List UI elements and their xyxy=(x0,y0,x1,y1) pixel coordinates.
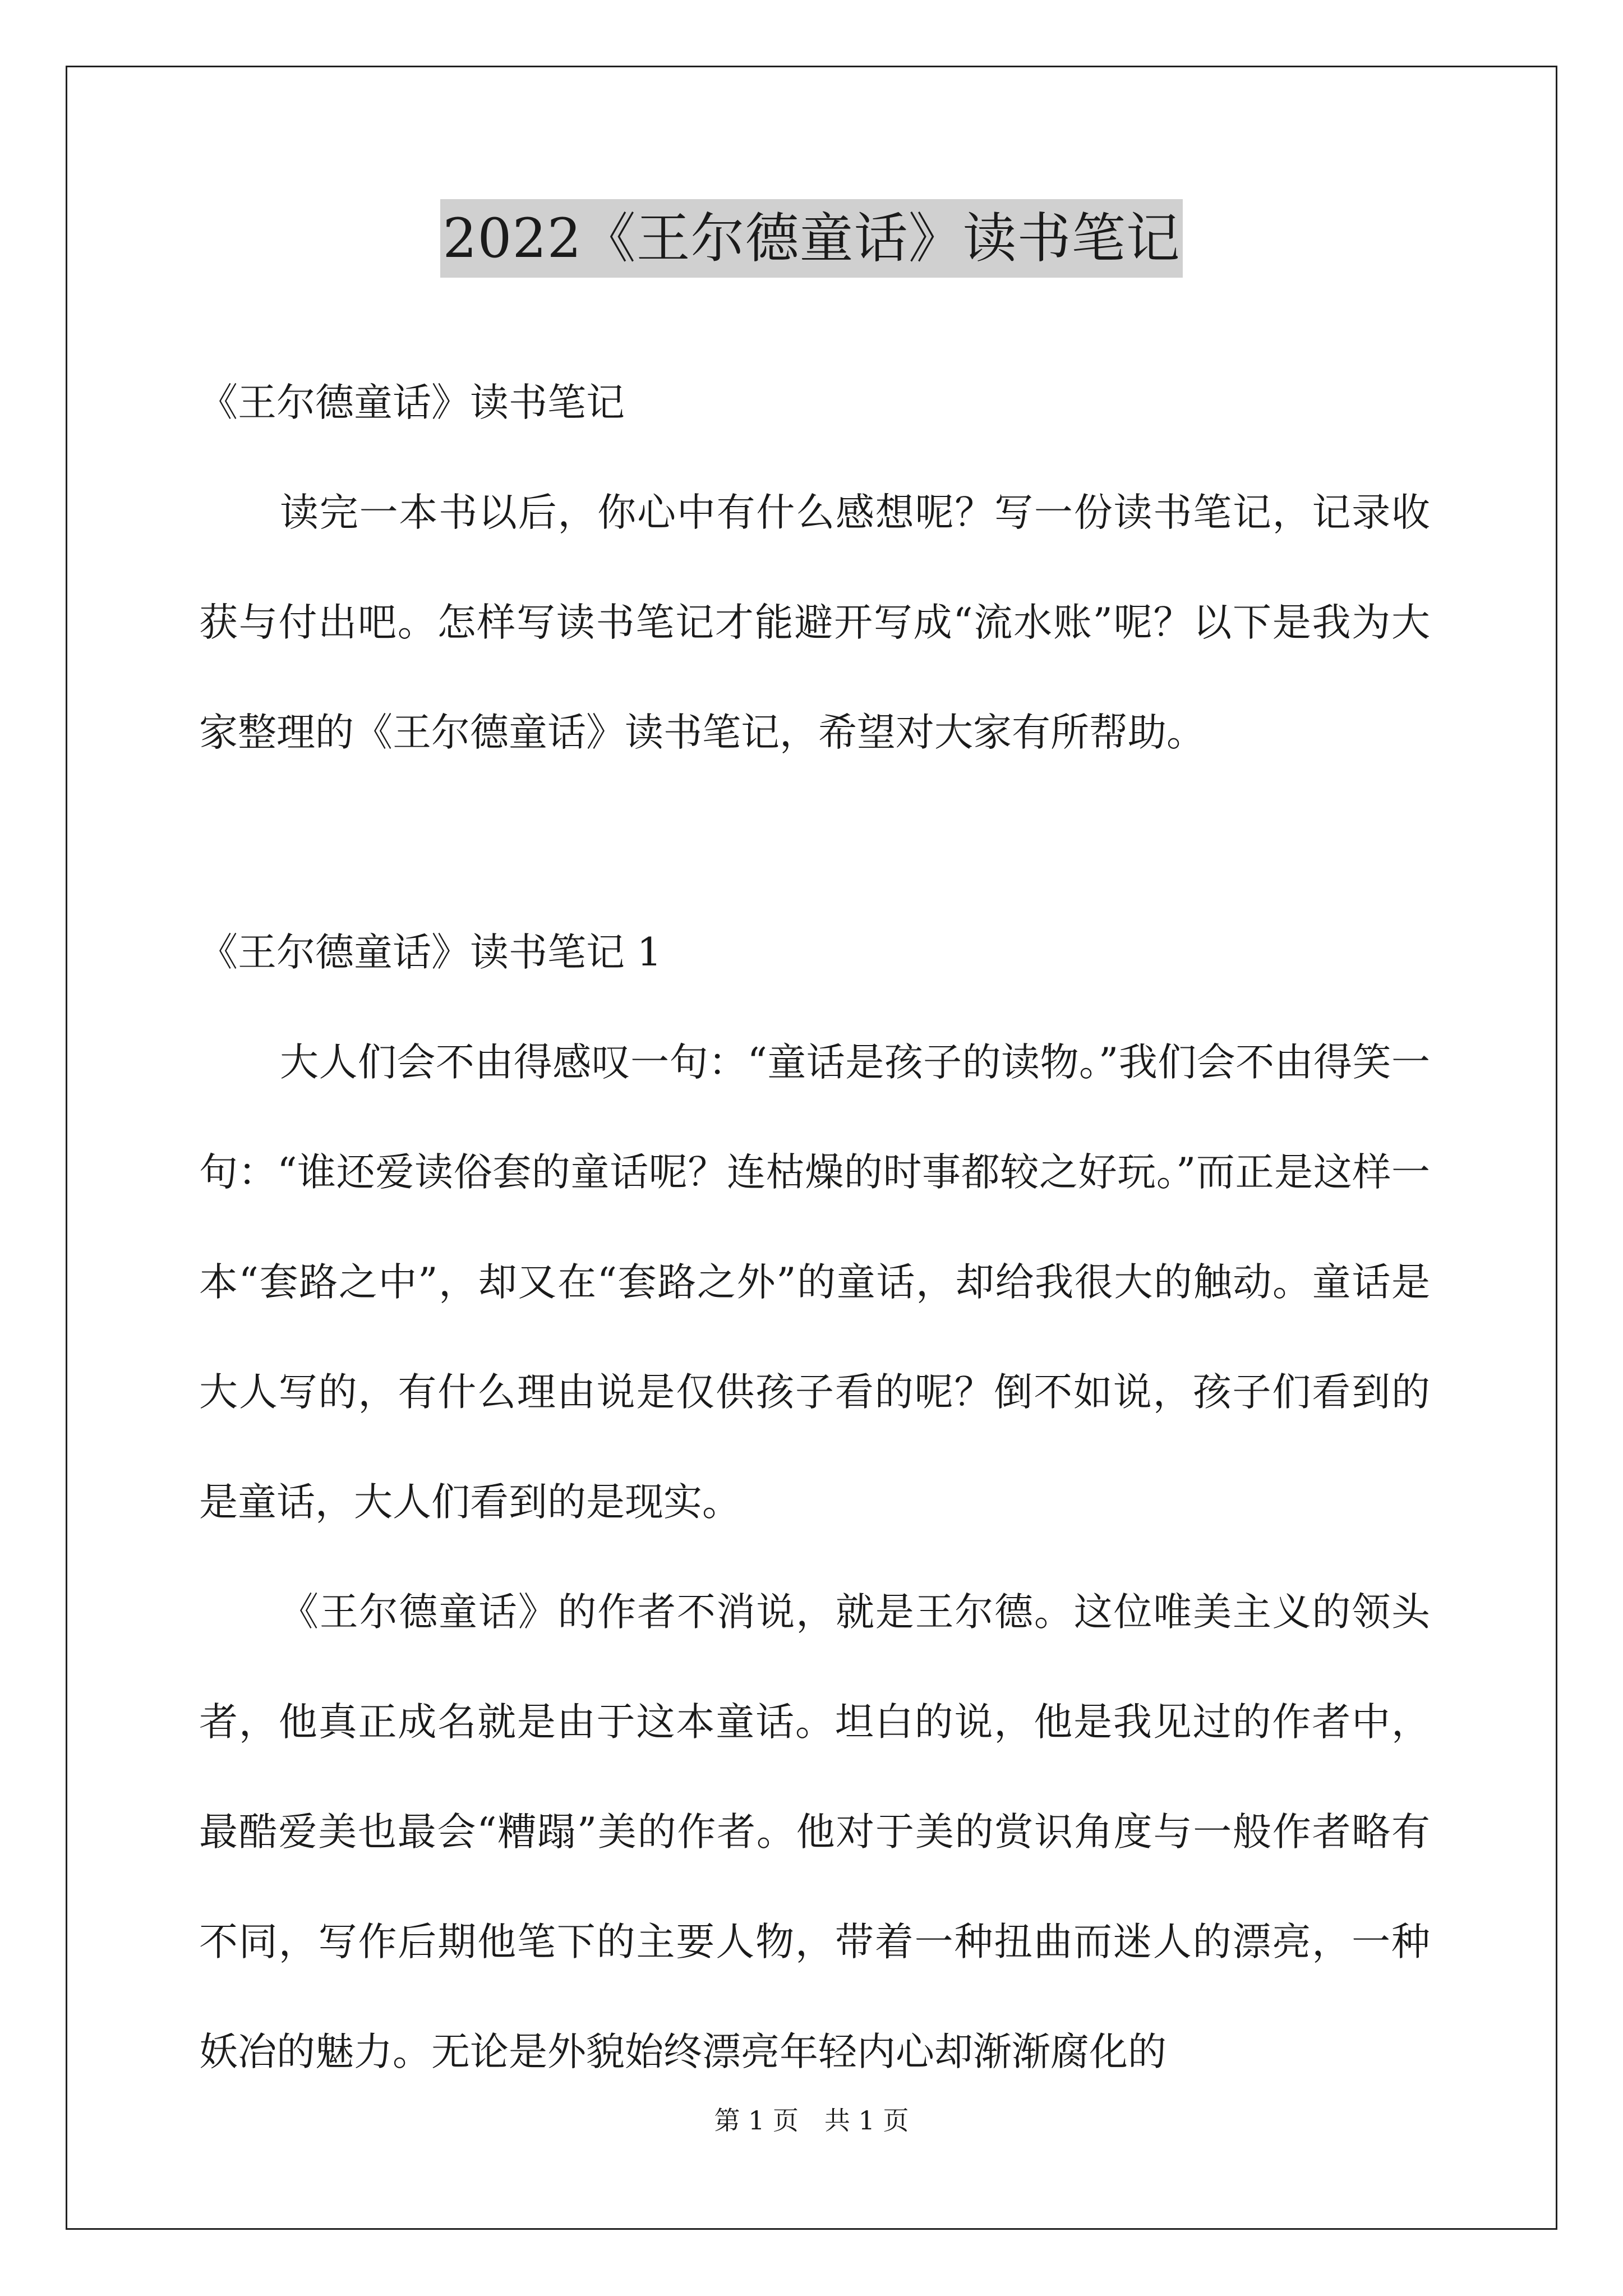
intro-paragraph: 读完一本书以后，你心中有什么感想呢？写一份读书笔记，记录收获与付出吧。怎样写读书笔记才能避开写成“流水账”呢？以下是我为大家整理的《王尔德童话》读书笔记，希望对大家有所帮助。 xyxy=(199,490,1430,755)
document-body xyxy=(199,348,1430,2107)
section-heading: 《王尔德童话》读书笔记 1 xyxy=(199,930,662,975)
document-title xyxy=(0,199,1623,278)
body-paragraph-2: 《王尔德童话》的作者不消说，就是王尔德。这位唯美主义的领头者，他真正成名就是由于这本童话。坦白的说，他是我见过的作者中，最酷爱美也最会“糟蹋”美的作者。他对于美的赏识角度与一般作者略有不同，写作后期他笔下的主要人物，带着一种扭曲而迷人的漂亮，一种妖冶的魅力。无论是外貌始终漂亮年轻内心却渐渐腐化的 xyxy=(199,1590,1430,2074)
page-footer: 第 1 页 共 1 页 xyxy=(714,2105,909,2136)
intro-heading: 《王尔德童话》读书笔记 xyxy=(199,380,625,425)
body-paragraph-1: 大人们会不由得感叹一句：“童话是孩子的读物。”我们会不由得笑一句：“谁还爱读俗套的童话呢？连枯燥的时事都较之好玩。”而正是这样一本“套路之中”，却又在“套路之外”的童话，却给我很大的触动。童话是大人写的，有什么理由说是仅供孩子看的呢？倒不如说，孩子们看到的是童话，大人们看到的是现实。 xyxy=(199,1040,1430,1525)
document-title-text: 2022《王尔德童话》读书笔记 xyxy=(440,199,1182,278)
blank-line xyxy=(199,788,1430,898)
